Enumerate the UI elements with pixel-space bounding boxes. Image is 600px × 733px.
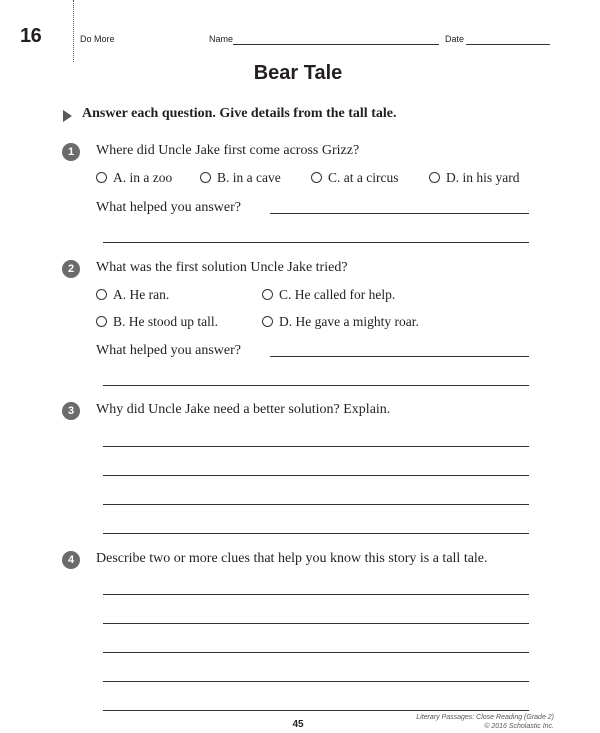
question-3-text: Why did Uncle Jake need a better solution? Explain. <box>96 402 391 417</box>
name-field-line[interactable] <box>233 44 439 45</box>
question-2-text: What was the first solution Uncle Jake tried? <box>96 260 348 275</box>
credit-line-1: Literary Passages: Close Reading (Grade 2) <box>416 714 554 721</box>
date-label: Date <box>445 34 465 44</box>
date-field-line[interactable] <box>466 44 550 45</box>
question-2-answer-line[interactable] <box>270 356 529 357</box>
page-title: Bear Tale <box>253 62 343 84</box>
question-1-choice-a[interactable]: A. in a zoo <box>96 170 172 186</box>
question-4-answer-line[interactable] <box>103 652 529 653</box>
question-3-answer-line[interactable] <box>103 533 529 534</box>
question-1-answer-line[interactable] <box>270 213 529 214</box>
arrow-icon <box>63 110 72 122</box>
name-label: Name <box>209 34 234 44</box>
question-2-choice-c[interactable]: C. He called for help. <box>262 287 395 303</box>
question-3-answer-line[interactable] <box>103 446 529 447</box>
radio-circle-icon[interactable] <box>311 172 322 183</box>
question-1-number-badge: 1 <box>62 143 80 161</box>
lesson-number: 16 <box>20 25 42 47</box>
question-2-answer-line[interactable] <box>103 385 529 386</box>
question-2-choice-d[interactable]: D. He gave a mighty roar. <box>262 314 419 330</box>
question-4-text: Describe two or more clues that help you know this story is a tall tale. <box>96 551 488 566</box>
dotted-divider <box>73 0 74 62</box>
page-number: 45 <box>292 719 304 730</box>
radio-circle-icon[interactable] <box>200 172 211 183</box>
credit-text <box>416 713 554 731</box>
question-4-answer-line[interactable] <box>103 681 529 682</box>
question-2-choice-b[interactable]: B. He stood up tall. <box>96 314 218 330</box>
section-label: Do More <box>80 34 115 44</box>
question-4-answer-line[interactable] <box>103 623 529 624</box>
question-1-prompt: What helped you answer? <box>96 200 241 215</box>
question-3-answer-line[interactable] <box>103 475 529 476</box>
question-1-text: Where did Uncle Jake first come across Grizz? <box>96 143 360 158</box>
question-2-choice-a[interactable]: A. He ran. <box>96 287 169 303</box>
question-4-number-badge: 4 <box>62 551 80 569</box>
radio-circle-icon[interactable] <box>96 289 107 300</box>
radio-circle-icon[interactable] <box>429 172 440 183</box>
question-3-number-badge: 3 <box>62 402 80 420</box>
question-4-answer-line[interactable] <box>103 594 529 595</box>
instruction-text: Answer each question. Give details from the tall tale. <box>82 106 397 121</box>
question-1-choice-d[interactable]: D. in his yard <box>429 170 520 186</box>
question-2-number-badge: 2 <box>62 260 80 278</box>
radio-circle-icon[interactable] <box>262 289 273 300</box>
question-1-answer-line[interactable] <box>103 242 529 243</box>
question-3-answer-line[interactable] <box>103 504 529 505</box>
question-1-choice-c[interactable]: C. at a circus <box>311 170 398 186</box>
credit-line-2: © 2016 Scholastic Inc. <box>484 723 554 730</box>
radio-circle-icon[interactable] <box>262 316 273 327</box>
radio-circle-icon[interactable] <box>96 172 107 183</box>
radio-circle-icon[interactable] <box>96 316 107 327</box>
question-4-answer-line[interactable] <box>103 710 529 711</box>
question-1-choice-b[interactable]: B. in a cave <box>200 170 281 186</box>
question-2-prompt: What helped you answer? <box>96 343 241 358</box>
